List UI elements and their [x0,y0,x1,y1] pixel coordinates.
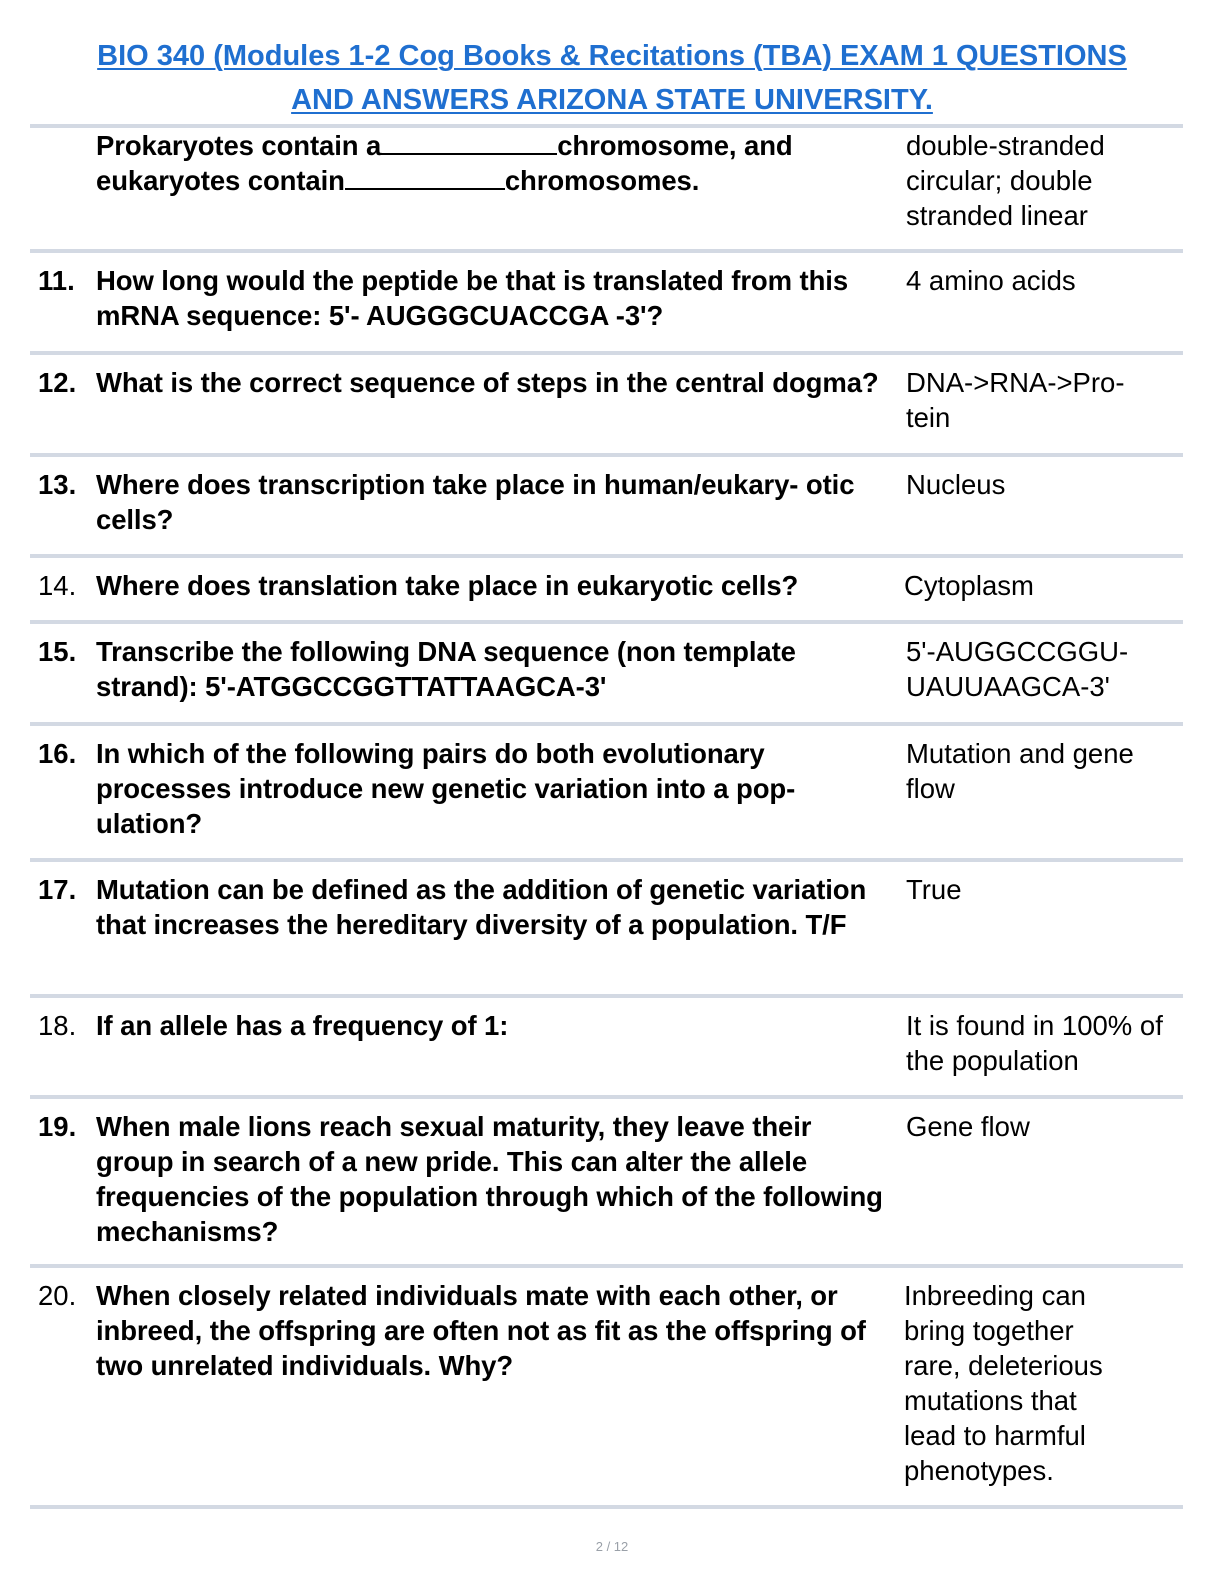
answer-text: It is found in 100% of the population [906,1010,1163,1076]
answer-text: Gene flow [906,1111,1030,1142]
question-text: When male lions reach sexual maturity, they leave their group in search of a new pride. This can alter the allele frequencies of the population through which of the following mechanisms? [96,1111,883,1247]
question-text: Mutation can be defined as the addition of genetic variation that increases the hereditary diversity of a population. T/F [96,874,867,940]
answer-text: 4 amino acids [906,265,1076,296]
fill-in-blank [345,166,505,190]
divider [30,994,1183,998]
question-number: 18. [38,1010,77,1041]
question-text: How long would the peptide be that is translated from this mRNA sequence: 5'- AUGGGCUACCGA -3'? [96,265,849,331]
divider [30,858,1183,862]
title-line-2[interactable]: AND ANSWERS ARIZONA STATE UNIVERSITY. [291,84,933,116]
question-number: 15. [38,636,77,667]
divider [30,722,1183,726]
divider [30,1095,1183,1099]
question-number: 12. [38,367,77,398]
question-text: Prokaryotes contain a chromosome, and eukaryotes contain chromosomes. [96,130,793,196]
divider [30,249,1183,253]
page-indicator: 2 / 12 [595,1539,629,1554]
question-text: When closely related individuals mate with each other, or inbreed, the offspring are often not as fit as the offspring of two unrelated individuals. Why? [96,1280,866,1381]
question-number: 11. [38,265,75,296]
answer-text: DNA->RNA->Pro- tein [906,367,1125,433]
divider [30,453,1183,457]
question-number: 20. [38,1280,77,1311]
fill-in-blank [381,131,557,155]
question-text: If an allele has a frequency of 1: [96,1010,509,1041]
answer-text: Inbreeding can bring together rare, deleterious mutations that lead to harmful phenotypes. [904,1280,1103,1486]
question-text: Transcribe the following DNA sequence (non template strand): 5'-ATGGCCGGTTATTAAGCA-3' [96,636,796,702]
question-number: 19. [38,1111,77,1142]
divider [30,620,1183,624]
answer-text: 5'-AUGGCCGGU- UAUUAAGCA-3' [906,636,1129,702]
question-number: 14. [38,570,77,601]
question-text: Where does transcription take place in human/eukary- otic cells? [96,469,855,535]
question-text: Where does translation take place in eukaryotic cells? [96,570,799,601]
question-number: 17. [38,874,77,905]
divider [30,351,1183,355]
document-title [0,34,1224,122]
question-number: 13. [38,469,77,500]
divider [30,554,1183,558]
divider [30,1264,1183,1268]
answer-text: Mutation and gene flow [906,738,1134,804]
question-text: What is the correct sequence of steps in the central dogma? [96,367,879,398]
divider [30,1505,1183,1509]
question-number: 16. [38,738,77,769]
answer-text: True [906,874,962,905]
answer-text: Nucleus [906,469,1006,500]
answer-text: double-stranded circular; double stranded linear [906,130,1105,231]
question-text: In which of the following pairs do both evolutionary processes introduce new genetic variation into a pop- ulation? [96,738,796,839]
answer-text: Cytoplasm [904,570,1034,601]
title-line-1[interactable]: BIO 340 (Modules 1-2 Cog Books & Recitations (TBA) EXAM 1 QUESTIONS [97,40,1127,72]
